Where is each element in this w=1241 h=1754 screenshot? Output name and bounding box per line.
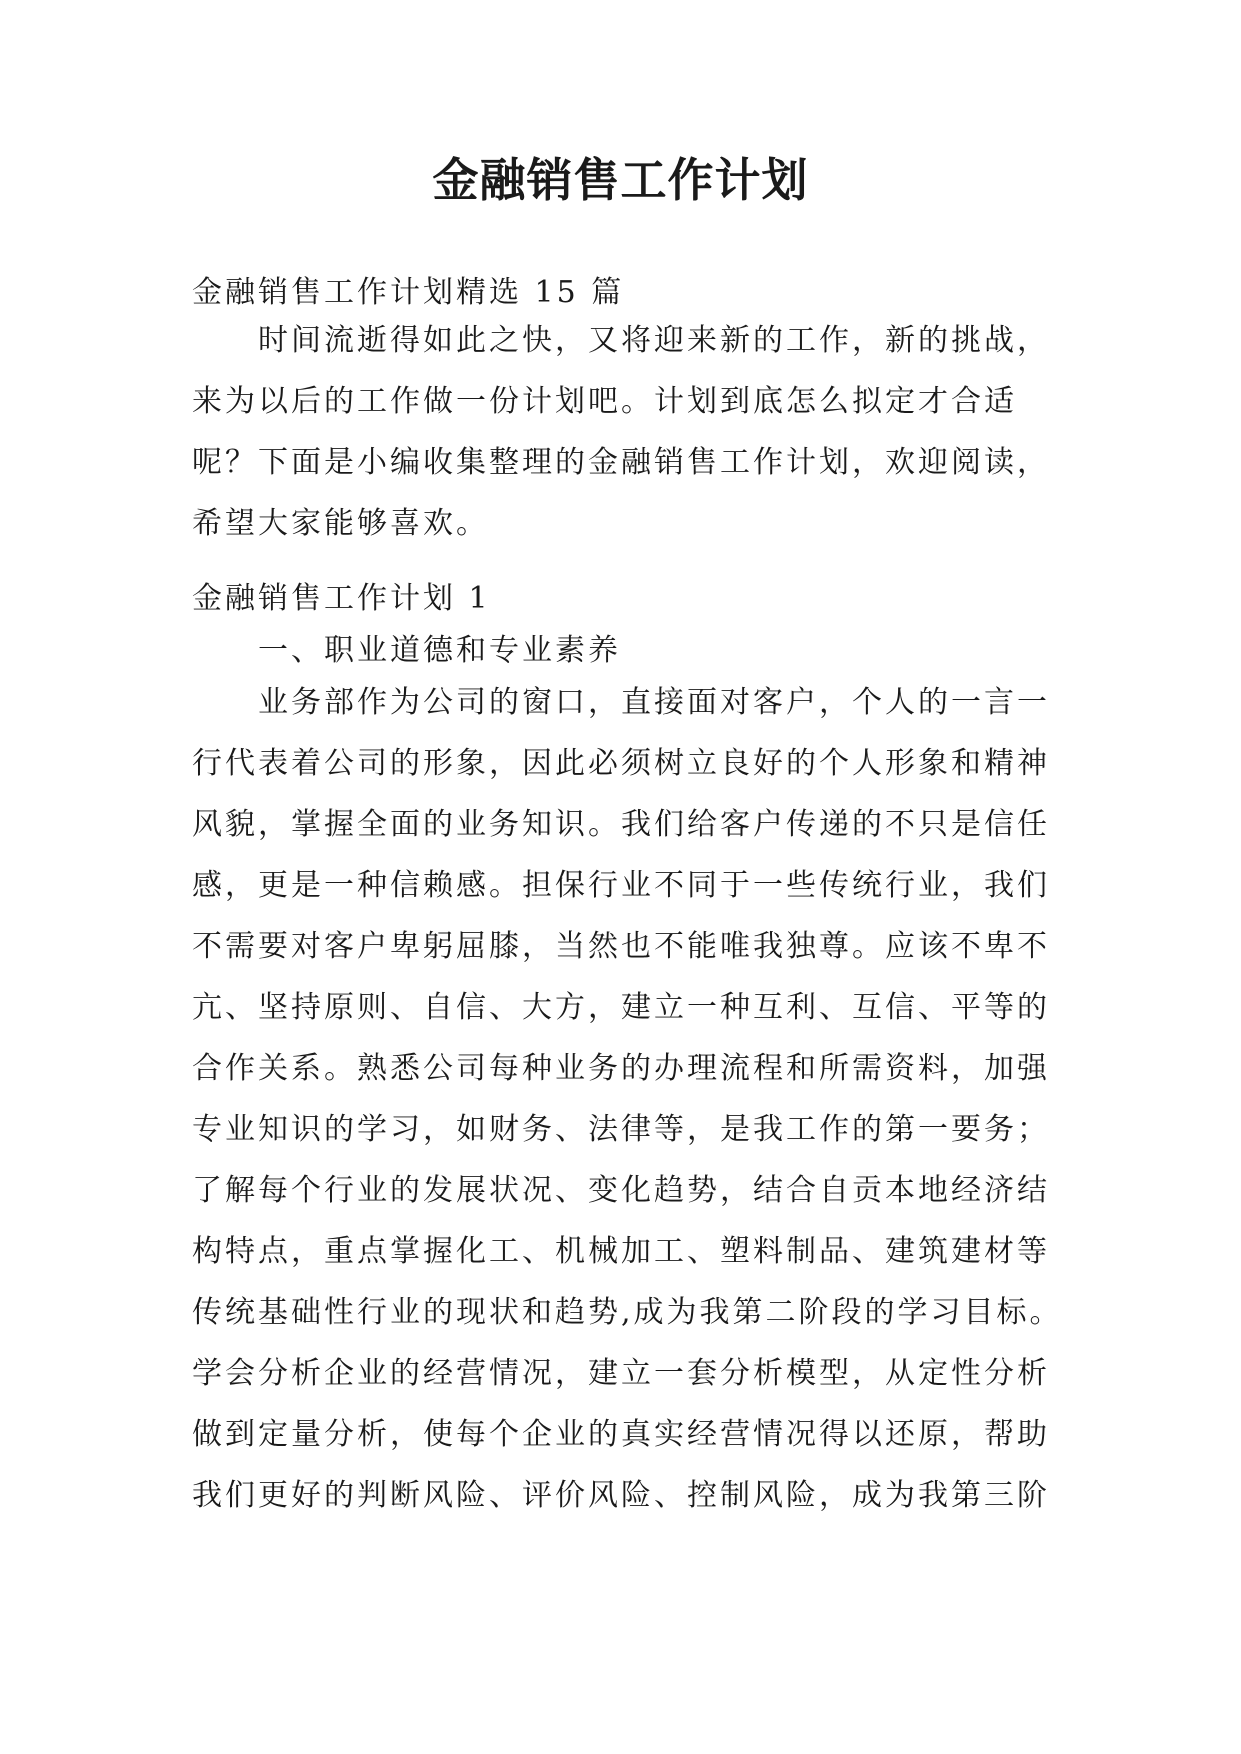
body-line: 做到定量分析，使每个企业的真实经营情况得以还原，帮助 [192, 1417, 1050, 1452]
body-line: 感，更是一种信赖感。担保行业不同于一些传统行业，我们 [192, 868, 1050, 903]
body-line: 了解每个行业的发展状况、变化趋势，结合自贡本地经济结 [192, 1173, 1050, 1208]
body-line: 专业知识的学习，如财务、法律等，是我工作的第一要务； [192, 1112, 1050, 1147]
subsection-heading: 一、职业道德和专业素养 [258, 633, 621, 668]
intro-paragraph [192, 310, 1072, 554]
body-line: 不需要对客户卑躬屈膝，当然也不能唯我独尊。应该不卑不 [192, 929, 1050, 964]
body-line: 合作关系。熟悉公司每种业务的办理流程和所需资料，加强 [192, 1051, 1050, 1086]
body-line: 风貌，掌握全面的业务知识。我们给客户传递的不只是信任 [192, 807, 1050, 842]
body-line: 我们更好的判断风险、评价风险、控制风险，成为我第三阶 [192, 1478, 1050, 1513]
body-line: 亢、坚持原则、自信、大方，建立一种互利、互信、平等的 [192, 990, 1050, 1025]
intro-line: 希望大家能够喜欢。 [192, 506, 489, 541]
intro-line: 来为以后的工作做一份计划吧。计划到底怎么拟定才合适 [192, 384, 1017, 419]
body-line: 业务部作为公司的窗口，直接面对客户，个人的一言一 [258, 685, 1050, 720]
intro-line: 呢？下面是小编收集整理的金融销售工作计划，欢迎阅读， [192, 445, 1050, 480]
intro-line: 时间流逝得如此之快，又将迎来新的工作，新的挑战， [258, 323, 1050, 358]
body-line: 行代表着公司的形象，因此必须树立良好的个人形象和精神 [192, 746, 1050, 781]
section-heading: 金融销售工作计划 1 [192, 581, 491, 616]
document-subtitle: 金融销售工作计划精选 15 篇 [192, 275, 625, 310]
body-line: 学会分析企业的经营情况，建立一套分析模型，从定性分析 [192, 1356, 1050, 1391]
body-line: 传统基础性行业的现状和趋势,成为我第二阶段的学习目标。 [192, 1295, 1063, 1330]
document-title: 金融销售工作计划 [432, 153, 809, 207]
body-line: 构特点，重点掌握化工、机械加工、塑料制品、建筑建材等 [192, 1234, 1050, 1269]
body-paragraph [192, 672, 1072, 1526]
